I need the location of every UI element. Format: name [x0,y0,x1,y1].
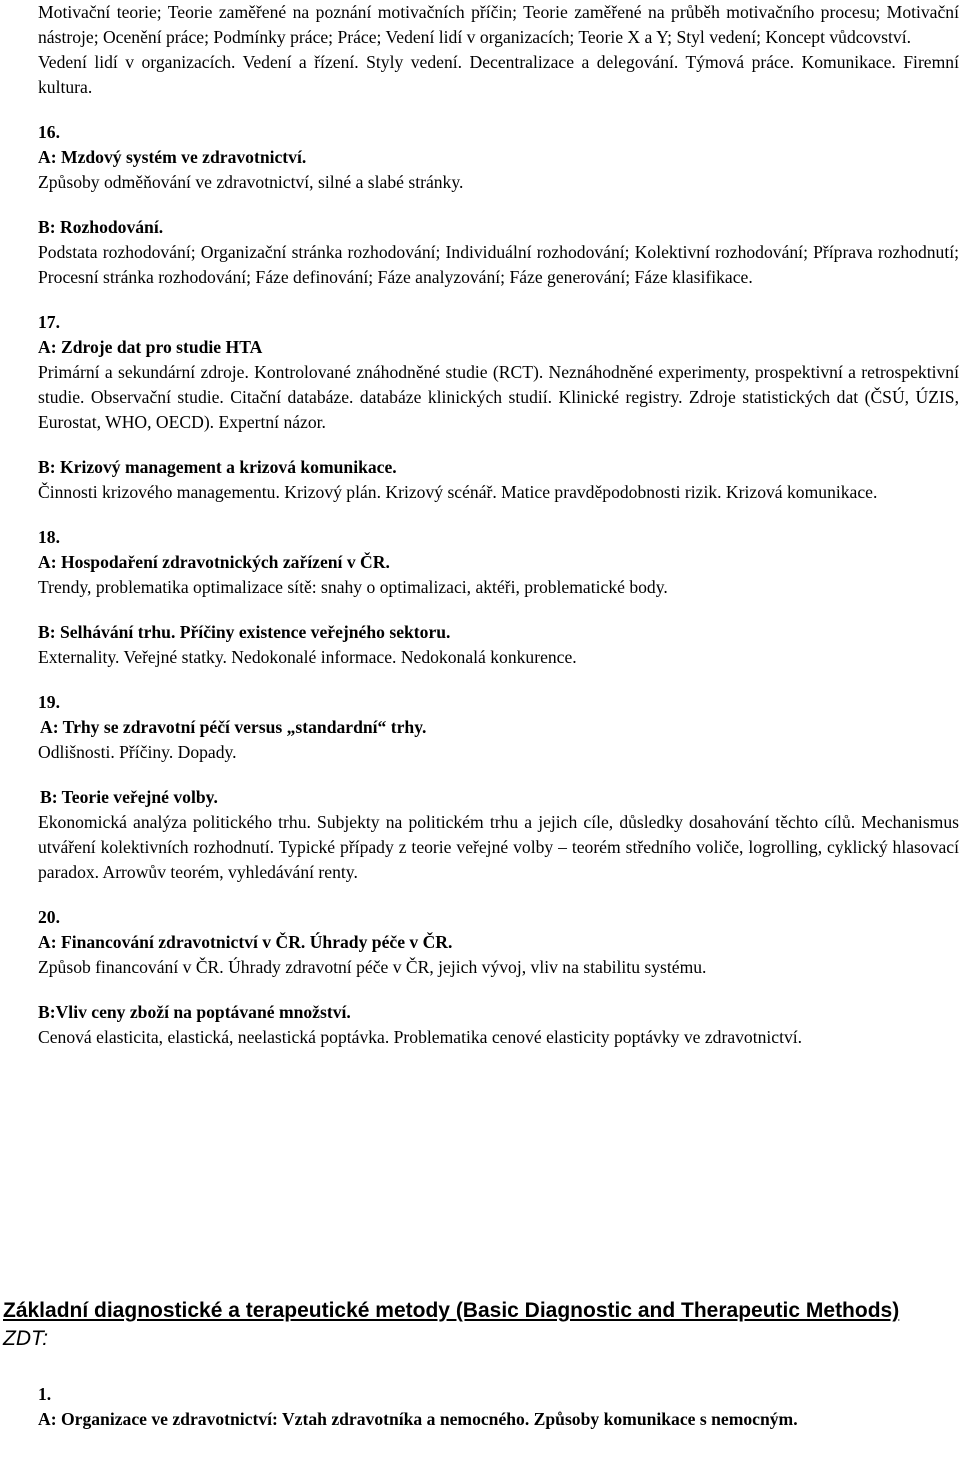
item-a-text: Způsoby odměňování ve zdravotnictví, silné a slabé stránky. [38,172,464,192]
item-b-text: Činnosti krizového managementu. Krizový plán. Krizový scénář. Matice pravděpodobnosti rizik. Krizová komunikace. [38,482,878,502]
item-b-text: Externality. Veřejné statky. Nedokonalé informace. Nedokonalá konkurence. [38,647,577,667]
section-heading: Základní diagnostické a terapeutické metody (Basic Diagnostic and Therapeutic Methods) [3,1299,900,1322]
item-a-title: A: Financování zdravotnictví v ČR. Úhrady péče v ČR. [38,932,453,952]
item-18 [38,525,959,670]
item-b-text: Ekonomická analýza politického trhu. Subjekty na politickém trhu a jejich cíle, důsledky dosahování těchto cílů. Mechanismus utváření kolektivních rozhodnutí. Typické případy z teorie veřejné volby – teorém středního voliče, logrolling, cyklický hlasovací paradox. Arrowův teorém, vyhledávání renty. [38,812,959,882]
item-16 [38,120,959,290]
intro-paragraph-2: Vedení lidí v organizacích. Vedení a řízení. Styly vedení. Decentralizace a delegování. Týmová práce. Komunikace. Firemní kultura. [38,52,959,97]
section-item-1 [38,1382,918,1432]
item-number: 20. [38,907,60,927]
item-number: 18. [38,527,60,547]
item-a-title: A: Mzdový systém ve zdravotnictví. [38,147,307,167]
item-a-text: Trendy, problematika optimalizace sítě: snahy o optimalizaci, aktéři, problematické body. [38,577,668,597]
item-number: 1. [38,1384,52,1404]
item-number: 16. [38,122,60,142]
item-number: 19. [38,692,60,712]
item-number: 17. [38,312,60,332]
item-b-title: B: Krizový management a krizová komunikace. [38,457,397,477]
intro-paragraph-1: Motivační teorie; Teorie zaměřené na poznání motivačních příčin; Teorie zaměřené na průběh motivačního procesu; Motivační nástroje; Ocenění práce; Podmínky práce; Práce; Vedení lidí v organizacích; Teorie X a Y; Styl vedení; Koncept vůdcovství. [38,2,959,47]
item-a-text: Způsob financování v ČR. Úhrady zdravotní péče v ČR, jejich vývoj, vliv na stabilitu systému. [38,957,707,977]
item-b-title: B:Vliv ceny zboží na poptávané množství. [38,1002,351,1022]
item-20 [38,905,959,1050]
item-b-title: B: Teorie veřejné volby. [40,787,218,807]
item-17 [38,310,959,505]
item-b-text: Cenová elasticita, elastická, neelastická poptávka. Problematika cenové elasticity poptávky ve zdravotnictví. [38,1027,803,1047]
item-a-title: A: Trhy se zdravotní péčí versus „standardní“ trhy. [40,717,427,737]
item-a-text: Primární a sekundární zdroje. Kontrolované znáhodněné studie (RCT). Neznáhodněné experimenty, prospektivní a retrospektivní studie. Observační studie. Citační databáze. databáze klinických studií. Klinické registry. Zdroje statistických dat (ČSÚ, ÚZIS, Eurostat, WHO, OECD). Expertní názor. [38,362,959,432]
item-b-text: Podstata rozhodování; Organizační stránka rozhodování; Individuální rozhodování; Kolektivní rozhodování; Příprava rozhodnutí; Procesní stránka rozhodování; Fáze definování; Fáze analyzování; Fáze generování; Fáze klasifikace. [38,242,959,287]
item-a-title: A: Hospodaření zdravotnických zařízení v ČR. [38,552,390,572]
item-a-title: A: Organizace ve zdravotnictví: Vztah zdravotníka a nemocného. Způsoby komunikace s nemocným. [38,1409,798,1429]
document-body [38,0,959,1050]
item-b-title: B: Rozhodování. [38,217,164,237]
item-a-title: A: Zdroje dat pro studie HTA [38,337,263,357]
item-b-title: B: Selhávání trhu. Příčiny existence veřejného sektoru. [38,622,451,642]
section-code: ZDT: [3,1327,49,1350]
item-19 [38,690,959,885]
item-a-text: Odlišnosti. Příčiny. Dopady. [38,742,237,762]
